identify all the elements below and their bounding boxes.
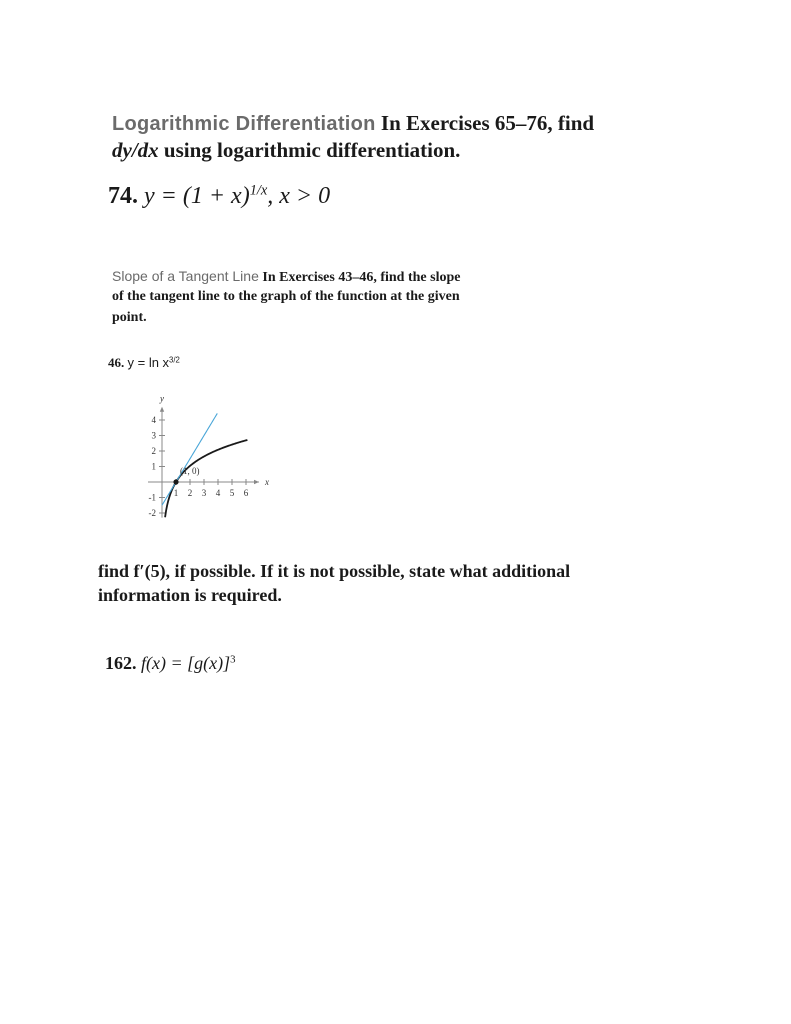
section2-instruction-line1: In Exercises 43–46, find the slope: [262, 270, 461, 285]
y-tick-label: -1: [148, 492, 156, 503]
y-axis-arrow: [160, 407, 164, 412]
x-axis-label: x: [265, 477, 269, 487]
exercise-162-number: 162.: [105, 653, 137, 673]
section2-instruction-line2: of the tangent line to the graph of the function at the given: [112, 289, 460, 304]
tangent-point-label: (1, 0): [180, 466, 200, 476]
x-tick-label: 2: [187, 488, 193, 498]
exercise-162-expression: f(x) = [g(x)]: [141, 653, 231, 673]
exercise-74-exponent: 1/x: [249, 182, 268, 199]
y-tick-label: 2: [151, 446, 156, 456]
x-tick-label: 5: [229, 488, 235, 498]
exercise-46-exponent: 3/2: [169, 355, 180, 365]
section2-heading: Slope of a Tangent Line: [112, 268, 259, 284]
exercise-46: [108, 355, 180, 371]
section1-derivative-notation: dy/dx: [112, 138, 159, 162]
tangent-point: [173, 479, 178, 484]
y-tick-label: 1: [151, 461, 156, 472]
x-tick-label: 1: [173, 488, 179, 498]
section2-instruction-line3: point.: [112, 310, 147, 325]
section1-instruction-line2-row: [112, 138, 460, 163]
question-line2: information is required.: [98, 585, 282, 605]
exercise-74-number: 74.: [108, 183, 138, 209]
exercise-46-function: y = ln x: [127, 355, 170, 370]
section1-instruction-line2: using logarithmic differentiation.: [163, 138, 461, 162]
y-tick-label: 4: [151, 415, 156, 425]
section1-heading-line: [112, 111, 672, 136]
question-line1: find f′(5), if possible. If it is not possible, state what additional: [98, 561, 571, 581]
exercise-74: [108, 183, 330, 210]
y-tick-label: 3: [151, 430, 156, 441]
exercise-162-exponent: 3: [230, 653, 236, 666]
exercise-74-equation: y = (1 + x): [144, 183, 250, 209]
x-axis-arrow: [254, 480, 259, 484]
exercise-46-number: 46.: [108, 355, 125, 370]
exercise-74-condition: , x > 0: [267, 183, 331, 209]
section2-heading-line: [112, 268, 460, 286]
x-tick-label: 6: [243, 488, 249, 498]
exercise-162: [105, 653, 236, 674]
x-tick-label: 4: [215, 488, 221, 498]
section1-heading: Logarithmic Differentiation: [112, 113, 376, 135]
y-axis-label: y: [160, 393, 164, 404]
x-tick-label: 3: [201, 488, 207, 498]
section1-instruction-line1: In Exercises 65–76, find: [380, 111, 595, 135]
exercise-46-graph: [110, 376, 290, 526]
y-tick-label: -2: [148, 508, 156, 518]
